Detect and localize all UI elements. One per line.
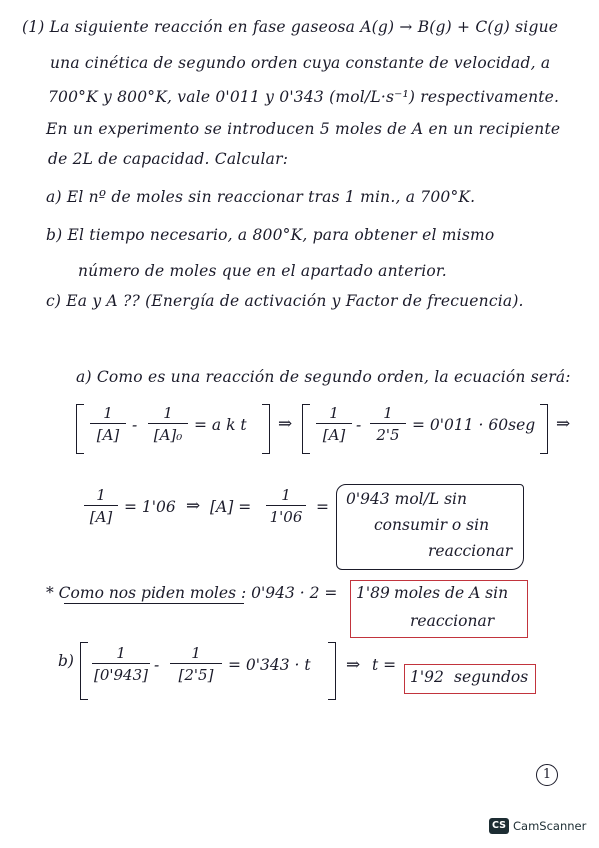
fraction-denominator: [A] [322, 426, 346, 444]
equation-rhs: = a k t [194, 416, 247, 434]
left-bracket [302, 404, 310, 454]
fraction-denominator: [2'5] [178, 666, 214, 684]
minus-sign: - [356, 416, 362, 434]
right-bracket [328, 642, 336, 700]
equation-rhs: = 1'06 [124, 498, 176, 516]
fraction-denominator: [0'943] [93, 666, 148, 684]
result-line-1: 0'943 mol/L sin [346, 490, 467, 508]
problem-line-5: de 2L de capacidad. Calcular: [48, 150, 289, 168]
right-bracket [262, 404, 270, 454]
fraction-numerator: 1 [84, 486, 118, 506]
problem-line-3: 700°K y 800°K, vale 0'011 y 0'343 (mol/L·s⁻¹) respectivamente. [48, 88, 560, 106]
camscanner-watermark: CamScanner [513, 819, 587, 833]
result-line-2: consumir o sin [374, 516, 490, 534]
result-line-3: reaccionar [428, 542, 513, 560]
time-unit: segundos [454, 668, 529, 686]
fraction-numerator: 1 [266, 486, 306, 506]
part-a: a) El nº de moles sin reaccionar tras 1 min., a 700°K. [46, 188, 476, 206]
fraction-numerator: 1 [370, 404, 406, 424]
minus-sign: - [154, 656, 160, 674]
fraction [170, 644, 222, 684]
implies-arrow: ⇒ [278, 414, 293, 434]
fraction-numerator: 1 [170, 644, 222, 664]
underline [64, 603, 244, 604]
implies-arrow: ⇒ [556, 414, 571, 434]
fraction [92, 644, 150, 684]
fraction-denominator: [A] [89, 508, 113, 526]
fraction [370, 404, 406, 444]
problem-line-4: En un experimento se introducen 5 moles de A en un recipiente [46, 120, 561, 138]
fraction-denominator: [A]₀ [153, 426, 183, 444]
time-label: t = [372, 656, 397, 674]
moles-unit-cont: reaccionar [410, 612, 495, 630]
fraction-numerator: 1 [90, 404, 126, 424]
left-bracket [76, 404, 84, 454]
fraction [316, 404, 352, 444]
moles-unit: moles de A sin [394, 584, 509, 602]
concentration-label: [A] = [210, 498, 252, 516]
solution-a-intro: a) Como es una reacción de segundo orden, la ecuación será: [76, 368, 571, 386]
part-b: b) El tiempo necesario, a 800°K, para obtener el mismo [46, 226, 495, 244]
implies-arrow: ⇒ [186, 496, 201, 516]
problem-line-2: una cinética de segundo orden cuya constante de velocidad, a [50, 54, 551, 72]
fraction [148, 404, 188, 444]
problem-line-1: (1) La siguiente reacción en fase gaseosa A(g) → B(g) + C(g) sigue [22, 18, 559, 36]
fraction-numerator: 1 [316, 404, 352, 424]
equals-sign: = [316, 498, 329, 516]
minus-sign: - [132, 416, 138, 434]
fraction-numerator: 1 [92, 644, 150, 664]
right-bracket [540, 404, 548, 454]
part-b-cont: número de moles que en el apartado anterior. [78, 262, 447, 280]
fraction-denominator: [A] [96, 426, 120, 444]
fraction [266, 486, 306, 526]
camscanner-logo-icon: CS [489, 818, 509, 834]
equation-rhs: = 0'343 · t [228, 656, 311, 674]
fraction [90, 404, 126, 444]
moles-value: 1'89 [356, 584, 390, 602]
solution-b-label: b) [58, 652, 74, 670]
part-c: c) Ea y A ?? (Energía de activación y Factor de frecuencia). [46, 292, 524, 310]
moles-line: * Como nos piden moles : 0'943 · 2 = [46, 584, 338, 602]
time-value: 1'92 [410, 668, 444, 686]
fraction [84, 486, 118, 526]
page-number: 1 [536, 764, 558, 786]
fraction-denominator: 2'5 [376, 426, 400, 444]
equation-rhs: = 0'011 · 60seg [412, 416, 536, 434]
implies-arrow: ⇒ [346, 655, 361, 675]
fraction-denominator: 1'06 [269, 508, 303, 526]
left-bracket [80, 642, 88, 700]
fraction-numerator: 1 [148, 404, 188, 424]
